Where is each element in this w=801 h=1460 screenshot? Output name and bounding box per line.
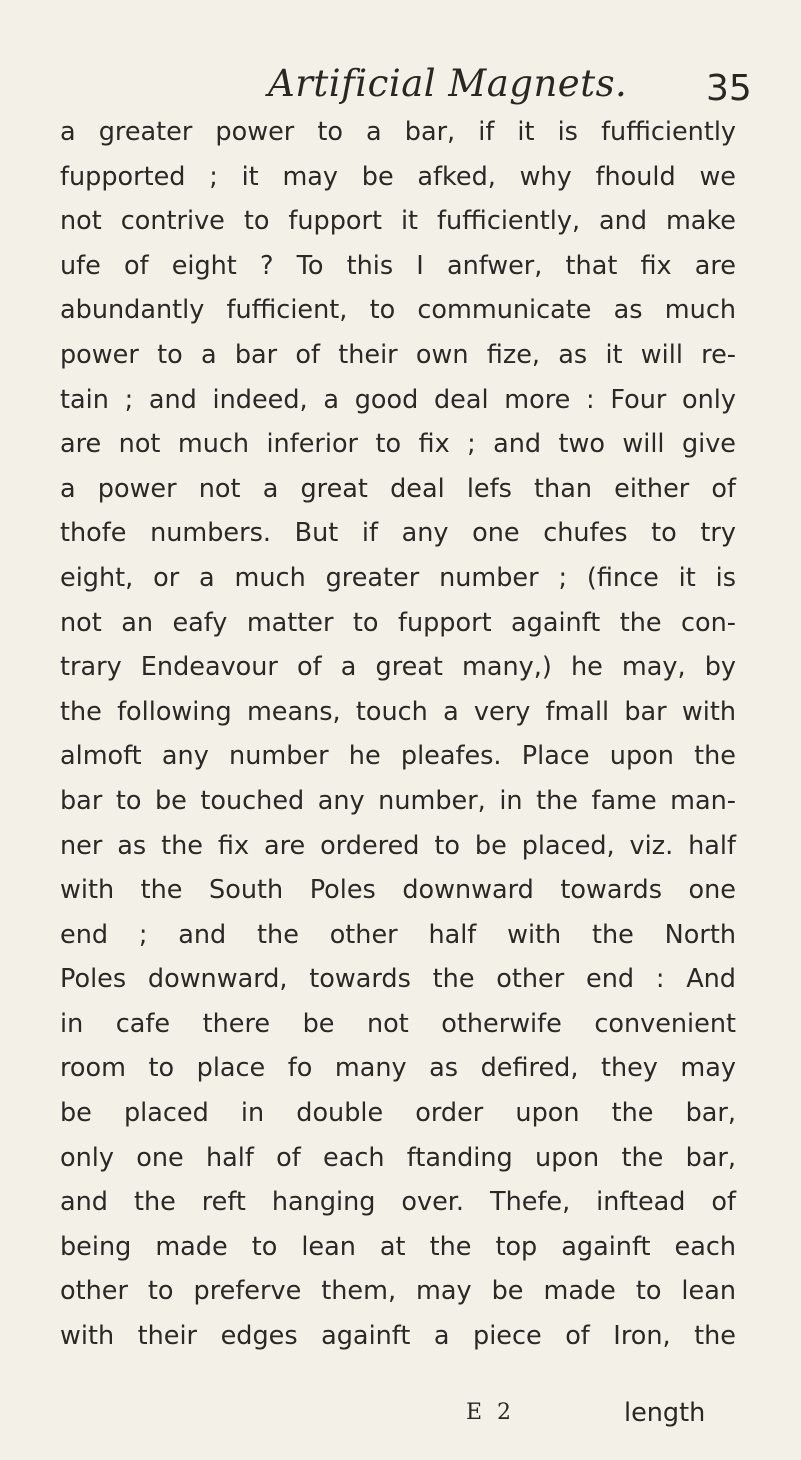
text-line: bar to be touched any number, in the fame man- [60, 785, 736, 816]
text-line: and the reft hanging over. Thefe, inftead of [60, 1187, 736, 1218]
text-line: with their edges againft a piece of Iron, the [60, 1321, 736, 1352]
signature-mark: E 2 [466, 1400, 516, 1425]
text-line: the following means, touch a very fmall bar with [60, 696, 736, 727]
text-line: being made to lean at the top againft each [60, 1231, 736, 1262]
running-head [0, 62, 801, 112]
text-line: not an eafy matter to fupport againft the con- [60, 607, 736, 638]
text-line: power to a bar of their own fize, as it will re- [60, 339, 736, 370]
text-line: ufe of eight ? To this I anfwer, that fix are [60, 250, 736, 281]
text-line: end ; and the other half with the North [60, 919, 736, 950]
text-line: Poles downward, towards the other end : And [60, 964, 736, 995]
running-title: Artificial Magnets. [268, 62, 628, 105]
text-line: other to preferve them, may be made to lean [60, 1276, 736, 1307]
text-line: tain ; and indeed, a good deal more : Four only [60, 384, 736, 415]
text-line: ner as the fix are ordered to be placed, viz. half [60, 830, 736, 861]
body-text [60, 110, 736, 1359]
text-line: trary Endeavour of a great many,) he may, by [60, 652, 736, 683]
page-footer [0, 1400, 801, 1440]
text-line: a power not a great deal lefs than either of [60, 473, 736, 504]
text-line: room to place fo many as defired, they may [60, 1053, 736, 1084]
page-number: 35 [706, 68, 752, 109]
catchword: length [624, 1398, 706, 1428]
text-line: thofe numbers. But if any one chufes to try [60, 518, 736, 549]
text-line: eight, or a much greater number ; (fince it is [60, 562, 736, 593]
text-line: abundantly fufficient, to communicate as much [60, 295, 736, 326]
text-line: a greater power to a bar, if it is fufficiently [60, 117, 736, 147]
text-line: in cafe there be not otherwife convenient [60, 1008, 736, 1039]
text-line: are not much inferior to fix ; and two will give [60, 429, 736, 460]
text-line: not contrive to fupport it fufficiently, and make [60, 206, 736, 237]
text-line: fupported ; it may be afked, why fhould we [60, 161, 736, 192]
text-line: almoft any number he pleafes. Place upon the [60, 741, 736, 772]
text-line: be placed in double order upon the bar, [60, 1098, 736, 1129]
text-line: with the South Poles downward towards one [60, 875, 736, 906]
text-line: only one half of each ftanding upon the bar, [60, 1142, 736, 1173]
